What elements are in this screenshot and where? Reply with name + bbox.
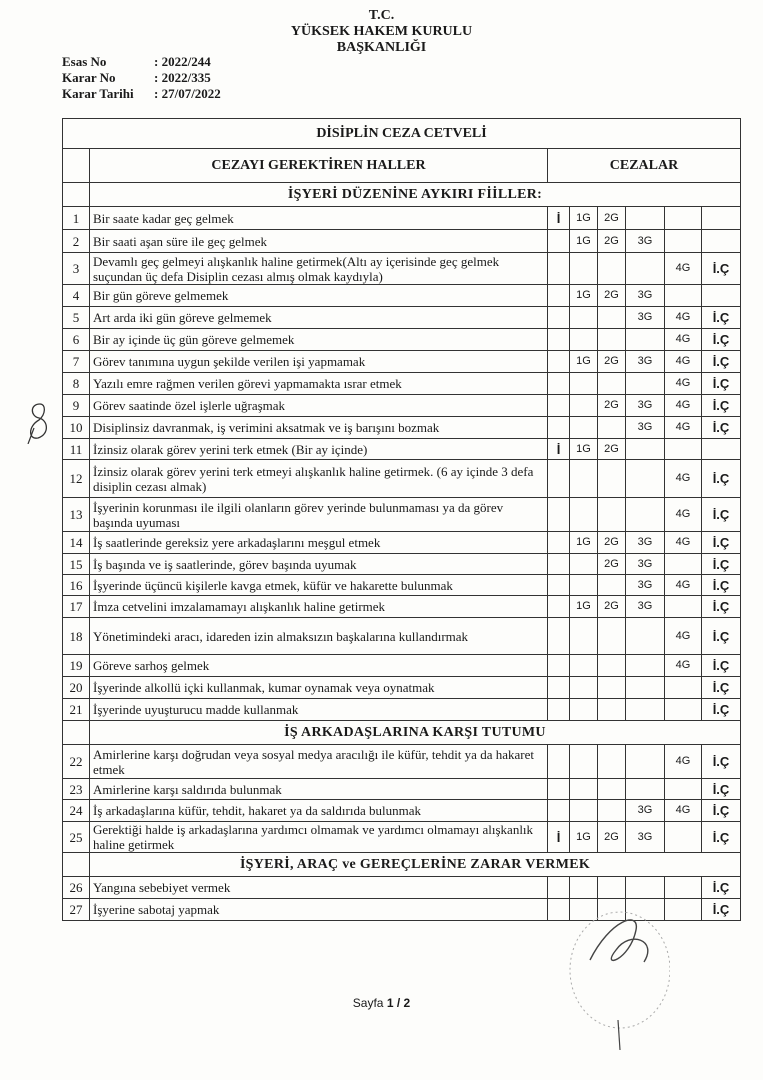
row-number: 3 bbox=[63, 253, 90, 285]
penalty-cell: İ.Ç bbox=[702, 373, 741, 395]
penalty-cell bbox=[548, 596, 570, 618]
penalty-cell bbox=[598, 779, 626, 800]
penalty-cell: İ.Ç bbox=[702, 677, 741, 699]
penalty-cell bbox=[548, 779, 570, 800]
penalty-cell: 4G bbox=[665, 498, 702, 532]
penalty-cell bbox=[626, 677, 665, 699]
row-number: 2 bbox=[63, 230, 90, 253]
row-description: İş saatlerinde gereksiz yere arkadaşlarını meşgul etmek bbox=[90, 532, 548, 554]
penalty-cell: 4G bbox=[665, 618, 702, 655]
penalty-cell: 1G bbox=[570, 532, 598, 554]
penalty-cell: 4G bbox=[665, 575, 702, 596]
penalty-cell bbox=[548, 351, 570, 373]
meta-value: : 2022/244 bbox=[154, 54, 211, 69]
penalty-cell: İ.Ç bbox=[702, 554, 741, 575]
penalty-cell bbox=[570, 395, 598, 417]
penalty-cell: 1G bbox=[570, 230, 598, 253]
penalty-cell bbox=[665, 699, 702, 721]
row-number: 26 bbox=[63, 877, 90, 899]
row-number: 20 bbox=[63, 677, 90, 699]
row-number: 10 bbox=[63, 417, 90, 439]
empty-cell bbox=[63, 149, 90, 183]
table-row bbox=[63, 596, 741, 618]
meta-value: : 2022/335 bbox=[154, 70, 211, 85]
penalty-cell bbox=[570, 745, 598, 779]
penalty-cell bbox=[570, 460, 598, 498]
penalty-cell: İ.Ç bbox=[702, 877, 741, 899]
penalty-cell bbox=[702, 285, 741, 307]
row-number: 1 bbox=[63, 207, 90, 230]
penalty-cell bbox=[570, 779, 598, 800]
penalty-cell bbox=[598, 655, 626, 677]
footer-total: 2 bbox=[403, 996, 411, 1010]
penalty-cell bbox=[626, 207, 665, 230]
penalty-cell: 2G bbox=[598, 351, 626, 373]
penalty-cell bbox=[626, 253, 665, 285]
penalty-cell: 2G bbox=[598, 395, 626, 417]
penalty-cell: 4G bbox=[665, 655, 702, 677]
penalty-cell bbox=[548, 575, 570, 596]
penalty-cell bbox=[665, 596, 702, 618]
penalty-cell: 3G bbox=[626, 230, 665, 253]
penalty-cell bbox=[598, 498, 626, 532]
penalty-cell: 1G bbox=[570, 439, 598, 460]
penalty-cell: 2G bbox=[598, 230, 626, 253]
penalty-cell bbox=[548, 395, 570, 417]
penalty-cell bbox=[626, 779, 665, 800]
penalty-cell bbox=[665, 899, 702, 921]
row-description: İşyerinde üçüncü kişilerle kavga etmek, küfür ve hakarette bulunmak bbox=[90, 575, 548, 596]
row-number: 14 bbox=[63, 532, 90, 554]
penalty-cell bbox=[548, 460, 570, 498]
penalty-cell bbox=[665, 554, 702, 575]
penalty-cell: İ.Ç bbox=[702, 351, 741, 373]
row-number: 21 bbox=[63, 699, 90, 721]
penalty-cell bbox=[598, 699, 626, 721]
row-description: Amirlerine karşı saldırıda bulunmak bbox=[90, 779, 548, 800]
footer-sep: / bbox=[396, 996, 401, 1010]
penalty-cell bbox=[626, 877, 665, 899]
row-number: 22 bbox=[63, 745, 90, 779]
penalty-cell bbox=[570, 677, 598, 699]
table-row bbox=[63, 655, 741, 677]
penalty-cell bbox=[702, 439, 741, 460]
penalty-cell bbox=[598, 253, 626, 285]
penalty-cell: 4G bbox=[665, 745, 702, 779]
penalty-cell: 2G bbox=[598, 554, 626, 575]
penalty-cell: İ bbox=[548, 822, 570, 853]
penalty-cell bbox=[570, 655, 598, 677]
meta-key: Esas No bbox=[62, 54, 107, 69]
penalty-cell: 3G bbox=[626, 395, 665, 417]
penalty-cell bbox=[570, 373, 598, 395]
row-number: 11 bbox=[63, 439, 90, 460]
penalty-cell: İ.Ç bbox=[702, 618, 741, 655]
row-description: Gerektiği halde iş arkadaşlarına yardımcı olmamak ve yardımcı olmamayı alışkanlık haline getirmek bbox=[90, 822, 548, 853]
penalty-cell bbox=[598, 460, 626, 498]
table-row bbox=[63, 779, 741, 800]
table-row bbox=[63, 532, 741, 554]
penalty-cell: İ.Ç bbox=[702, 699, 741, 721]
penalty-cell bbox=[598, 877, 626, 899]
penalty-cell: 4G bbox=[665, 460, 702, 498]
penalty-cell: İ.Ç bbox=[702, 655, 741, 677]
penalty-cell: 3G bbox=[626, 554, 665, 575]
penalty-cell: 4G bbox=[665, 800, 702, 822]
column-header-cases: CEZAYI GEREKTİREN HALLER bbox=[90, 149, 548, 183]
penalty-cell bbox=[626, 699, 665, 721]
penalty-cell bbox=[598, 373, 626, 395]
penalty-cell bbox=[548, 677, 570, 699]
penalty-cell: 1G bbox=[570, 351, 598, 373]
row-description: Art arda iki gün göreve gelmemek bbox=[90, 307, 548, 329]
penalty-cell bbox=[702, 207, 741, 230]
table-row bbox=[63, 395, 741, 417]
row-description: Amirlerine karşı doğrudan veya sosyal medya aracılığı ile küfür, tehdit ya da hakaret etmek bbox=[90, 745, 548, 779]
penalty-cell: İ.Ç bbox=[702, 329, 741, 351]
penalty-cell bbox=[626, 655, 665, 677]
penalty-cell: İ.Ç bbox=[702, 417, 741, 439]
table-row bbox=[63, 877, 741, 899]
penalty-cell bbox=[548, 230, 570, 253]
row-description: İzinsiz olarak görev yerini terk etmek (Bir ay içinde) bbox=[90, 439, 548, 460]
penalty-cell: İ.Ç bbox=[702, 395, 741, 417]
row-number: 13 bbox=[63, 498, 90, 532]
row-description: İş arkadaşlarına küfür, tehdit, hakaret ya da saldırıda bulunmak bbox=[90, 800, 548, 822]
table-row bbox=[63, 307, 741, 329]
row-number: 8 bbox=[63, 373, 90, 395]
penalty-cell: 1G bbox=[570, 207, 598, 230]
penalty-cell bbox=[548, 699, 570, 721]
penalty-cell: İ bbox=[548, 207, 570, 230]
row-description: Bir saati aşan süre ile geç gelmek bbox=[90, 230, 548, 253]
page-footer bbox=[0, 996, 763, 1010]
table-row bbox=[63, 498, 741, 532]
table-row bbox=[63, 417, 741, 439]
penalty-cell bbox=[626, 460, 665, 498]
table-row bbox=[63, 439, 741, 460]
penalty-cell: 4G bbox=[665, 395, 702, 417]
penalty-cell bbox=[665, 779, 702, 800]
penalty-cell: 1G bbox=[570, 822, 598, 853]
penalty-cell bbox=[548, 285, 570, 307]
penalty-cell bbox=[570, 618, 598, 655]
penalty-cell: 4G bbox=[665, 329, 702, 351]
empty-cell bbox=[63, 853, 90, 877]
table-row bbox=[63, 618, 741, 655]
penalty-cell: 2G bbox=[598, 822, 626, 853]
penalty-cell bbox=[548, 498, 570, 532]
row-number: 27 bbox=[63, 899, 90, 921]
penalty-cell bbox=[548, 800, 570, 822]
table-row bbox=[63, 699, 741, 721]
row-description: Bir gün göreve gelmemek bbox=[90, 285, 548, 307]
penalty-cell bbox=[665, 822, 702, 853]
handwritten-margin-note bbox=[24, 400, 54, 449]
penalty-cell bbox=[598, 618, 626, 655]
penalty-cell: 3G bbox=[626, 351, 665, 373]
penalty-cell bbox=[665, 877, 702, 899]
footer-prefix: Sayfa bbox=[352, 996, 384, 1010]
column-header-penalties: CEZALAR bbox=[548, 149, 741, 183]
penalty-cell bbox=[570, 329, 598, 351]
table-row bbox=[63, 230, 741, 253]
row-number: 4 bbox=[63, 285, 90, 307]
penalty-cell: 2G bbox=[598, 285, 626, 307]
table-row bbox=[63, 575, 741, 596]
row-number: 5 bbox=[63, 307, 90, 329]
penalty-cell bbox=[626, 439, 665, 460]
penalty-cell: 1G bbox=[570, 596, 598, 618]
meta-value: : 27/07/2022 bbox=[154, 86, 221, 101]
penalty-cell: İ bbox=[548, 439, 570, 460]
table-row bbox=[63, 822, 741, 853]
penalty-cell: 3G bbox=[626, 417, 665, 439]
penalty-cell bbox=[665, 439, 702, 460]
row-number: 7 bbox=[63, 351, 90, 373]
penalty-cell bbox=[665, 230, 702, 253]
penalty-cell bbox=[548, 253, 570, 285]
row-description: İzinsiz olarak görev yerini terk etmeyi alışkanlık haline getirmek. (6 ay içinde 3 defa disiplin cezası almak) bbox=[90, 460, 548, 498]
penalty-cell: 4G bbox=[665, 253, 702, 285]
table-row bbox=[63, 285, 741, 307]
penalty-cell bbox=[570, 877, 598, 899]
penalty-cell: 3G bbox=[626, 822, 665, 853]
penalty-cell bbox=[626, 745, 665, 779]
penalty-cell: İ.Ç bbox=[702, 532, 741, 554]
header-line-presidency: BAŞKANLIĞI bbox=[336, 40, 427, 55]
penalty-cell: İ.Ç bbox=[702, 253, 741, 285]
penalty-cell bbox=[570, 307, 598, 329]
penalty-cell bbox=[548, 329, 570, 351]
penalty-cell: 3G bbox=[626, 532, 665, 554]
row-description: Görev tanımına uygun şekilde verilen işi yapmamak bbox=[90, 351, 548, 373]
table-row bbox=[63, 677, 741, 699]
penalty-cell: İ.Ç bbox=[702, 800, 741, 822]
section-heading: İŞ ARKADAŞLARINA KARŞI TUTUMU bbox=[90, 721, 741, 745]
penalty-cell bbox=[665, 207, 702, 230]
row-description: Göreve sarhoş gelmek bbox=[90, 655, 548, 677]
row-description: İşyerine sabotaj yapmak bbox=[90, 899, 548, 921]
penalty-cell bbox=[626, 498, 665, 532]
signature-stamp bbox=[560, 900, 670, 1055]
row-description: Yazılı emre rağmen verilen görevi yapmamakta ısrar etmek bbox=[90, 373, 548, 395]
penalty-cell: İ.Ç bbox=[702, 498, 741, 532]
penalty-cell: 2G bbox=[598, 439, 626, 460]
row-description: İşyerinin korunması ile ilgili olanların görev yerinde bulunmaması ya da görev başında uyuması bbox=[90, 498, 548, 532]
penalty-cell: 4G bbox=[665, 307, 702, 329]
row-number: 23 bbox=[63, 779, 90, 800]
empty-cell bbox=[63, 183, 90, 207]
penalty-cell bbox=[665, 285, 702, 307]
table-row bbox=[63, 329, 741, 351]
penalty-cell: 2G bbox=[598, 532, 626, 554]
penalty-cell bbox=[548, 877, 570, 899]
row-description: Disiplinsiz davranmak, iş verimini aksatmak ve iş barışını bozmak bbox=[90, 417, 548, 439]
penalty-cell: 4G bbox=[665, 373, 702, 395]
table-row bbox=[63, 207, 741, 230]
penalty-cell bbox=[548, 307, 570, 329]
row-description: Bir ay içinde üç gün göreve gelmemek bbox=[90, 329, 548, 351]
penalty-cell bbox=[702, 230, 741, 253]
penalty-cell bbox=[548, 532, 570, 554]
penalty-cell: İ.Ç bbox=[702, 307, 741, 329]
penalty-cell: İ.Ç bbox=[702, 596, 741, 618]
penalty-cell bbox=[548, 655, 570, 677]
penalty-cell: İ.Ç bbox=[702, 822, 741, 853]
row-number: 16 bbox=[63, 575, 90, 596]
penalty-cell bbox=[570, 417, 598, 439]
penalty-cell bbox=[548, 745, 570, 779]
penalty-cell: 3G bbox=[626, 285, 665, 307]
row-description: İş başında ve iş saatlerinde, görev başında uyumak bbox=[90, 554, 548, 575]
penalty-cell: 2G bbox=[598, 596, 626, 618]
penalty-cell: 3G bbox=[626, 307, 665, 329]
penalty-cell bbox=[548, 417, 570, 439]
table-row bbox=[63, 373, 741, 395]
penalty-cell: İ.Ç bbox=[702, 899, 741, 921]
row-number: 12 bbox=[63, 460, 90, 498]
discipline-penalty-table bbox=[62, 118, 741, 921]
penalty-cell bbox=[598, 800, 626, 822]
row-number: 17 bbox=[63, 596, 90, 618]
table-row bbox=[63, 351, 741, 373]
row-number: 15 bbox=[63, 554, 90, 575]
penalty-cell: 1G bbox=[570, 285, 598, 307]
footer-page: 1 bbox=[386, 996, 394, 1010]
table-row bbox=[63, 800, 741, 822]
penalty-cell: 3G bbox=[626, 575, 665, 596]
row-number: 24 bbox=[63, 800, 90, 822]
penalty-cell bbox=[626, 373, 665, 395]
row-description: Devamlı geç gelmeyi alışkanlık haline getirmek(Altı ay içerisinde geç gelmek suçundan üç defa Disiplin cezası almış olmak kaydıyla) bbox=[90, 253, 548, 285]
row-number: 6 bbox=[63, 329, 90, 351]
meta-key: Karar Tarihi bbox=[62, 86, 134, 101]
penalty-cell bbox=[598, 575, 626, 596]
row-number: 9 bbox=[63, 395, 90, 417]
penalty-cell: İ.Ç bbox=[702, 745, 741, 779]
header-block bbox=[0, 8, 763, 56]
penalty-cell: İ.Ç bbox=[702, 779, 741, 800]
penalty-cell: 2G bbox=[598, 207, 626, 230]
penalty-cell bbox=[598, 329, 626, 351]
row-description: Yangına sebebiyet vermek bbox=[90, 877, 548, 899]
row-description: İşyerinde alkollü içki kullanmak, kumar oynamak veya oynatmak bbox=[90, 677, 548, 699]
penalty-cell bbox=[570, 800, 598, 822]
row-number: 19 bbox=[63, 655, 90, 677]
penalty-cell bbox=[626, 618, 665, 655]
penalty-cell: 4G bbox=[665, 351, 702, 373]
penalty-cell bbox=[626, 329, 665, 351]
penalty-cell: 4G bbox=[665, 417, 702, 439]
section-heading: İŞYERİ, ARAÇ ve GEREÇLERİNE ZARAR VERMEK bbox=[90, 853, 741, 877]
row-number: 25 bbox=[63, 822, 90, 853]
table-row bbox=[63, 253, 741, 285]
penalty-cell bbox=[570, 498, 598, 532]
meta-key: Karar No bbox=[62, 70, 116, 85]
section-heading: İŞYERİ DÜZENİNE AYKIRI FİİLLER: bbox=[90, 183, 741, 207]
penalty-cell bbox=[598, 745, 626, 779]
penalty-cell bbox=[548, 554, 570, 575]
penalty-cell: İ.Ç bbox=[702, 575, 741, 596]
row-number: 18 bbox=[63, 618, 90, 655]
table-title: DİSİPLİN CEZA CETVELİ bbox=[63, 119, 741, 149]
row-description: Yönetimindeki aracı, idareden izin almaksızın başkalarına kullandırmak bbox=[90, 618, 548, 655]
penalty-cell bbox=[548, 373, 570, 395]
row-description: İmza cetvelini imzalamamayı alışkanlık haline getirmek bbox=[90, 596, 548, 618]
penalty-cell bbox=[570, 575, 598, 596]
penalty-cell: 3G bbox=[626, 596, 665, 618]
penalty-cell bbox=[598, 307, 626, 329]
empty-cell bbox=[63, 721, 90, 745]
penalty-cell bbox=[665, 677, 702, 699]
penalty-cell: 4G bbox=[665, 532, 702, 554]
table-row bbox=[63, 460, 741, 498]
penalty-cell bbox=[598, 417, 626, 439]
case-meta bbox=[62, 54, 221, 102]
penalty-cell bbox=[570, 699, 598, 721]
penalty-cell bbox=[548, 618, 570, 655]
penalty-cell bbox=[570, 554, 598, 575]
header-line-tc: T.C. bbox=[368, 8, 395, 23]
table-row bbox=[63, 554, 741, 575]
row-description: Bir saate kadar geç gelmek bbox=[90, 207, 548, 230]
penalty-cell: 3G bbox=[626, 800, 665, 822]
row-description: İşyerinde uyuşturucu madde kullanmak bbox=[90, 699, 548, 721]
penalty-cell: İ.Ç bbox=[702, 460, 741, 498]
table-row bbox=[63, 745, 741, 779]
header-line-institution: YÜKSEK HAKEM KURULU bbox=[290, 24, 473, 39]
penalty-cell bbox=[570, 253, 598, 285]
penalty-cell bbox=[598, 677, 626, 699]
row-description: Görev saatinde özel işlerle uğraşmak bbox=[90, 395, 548, 417]
